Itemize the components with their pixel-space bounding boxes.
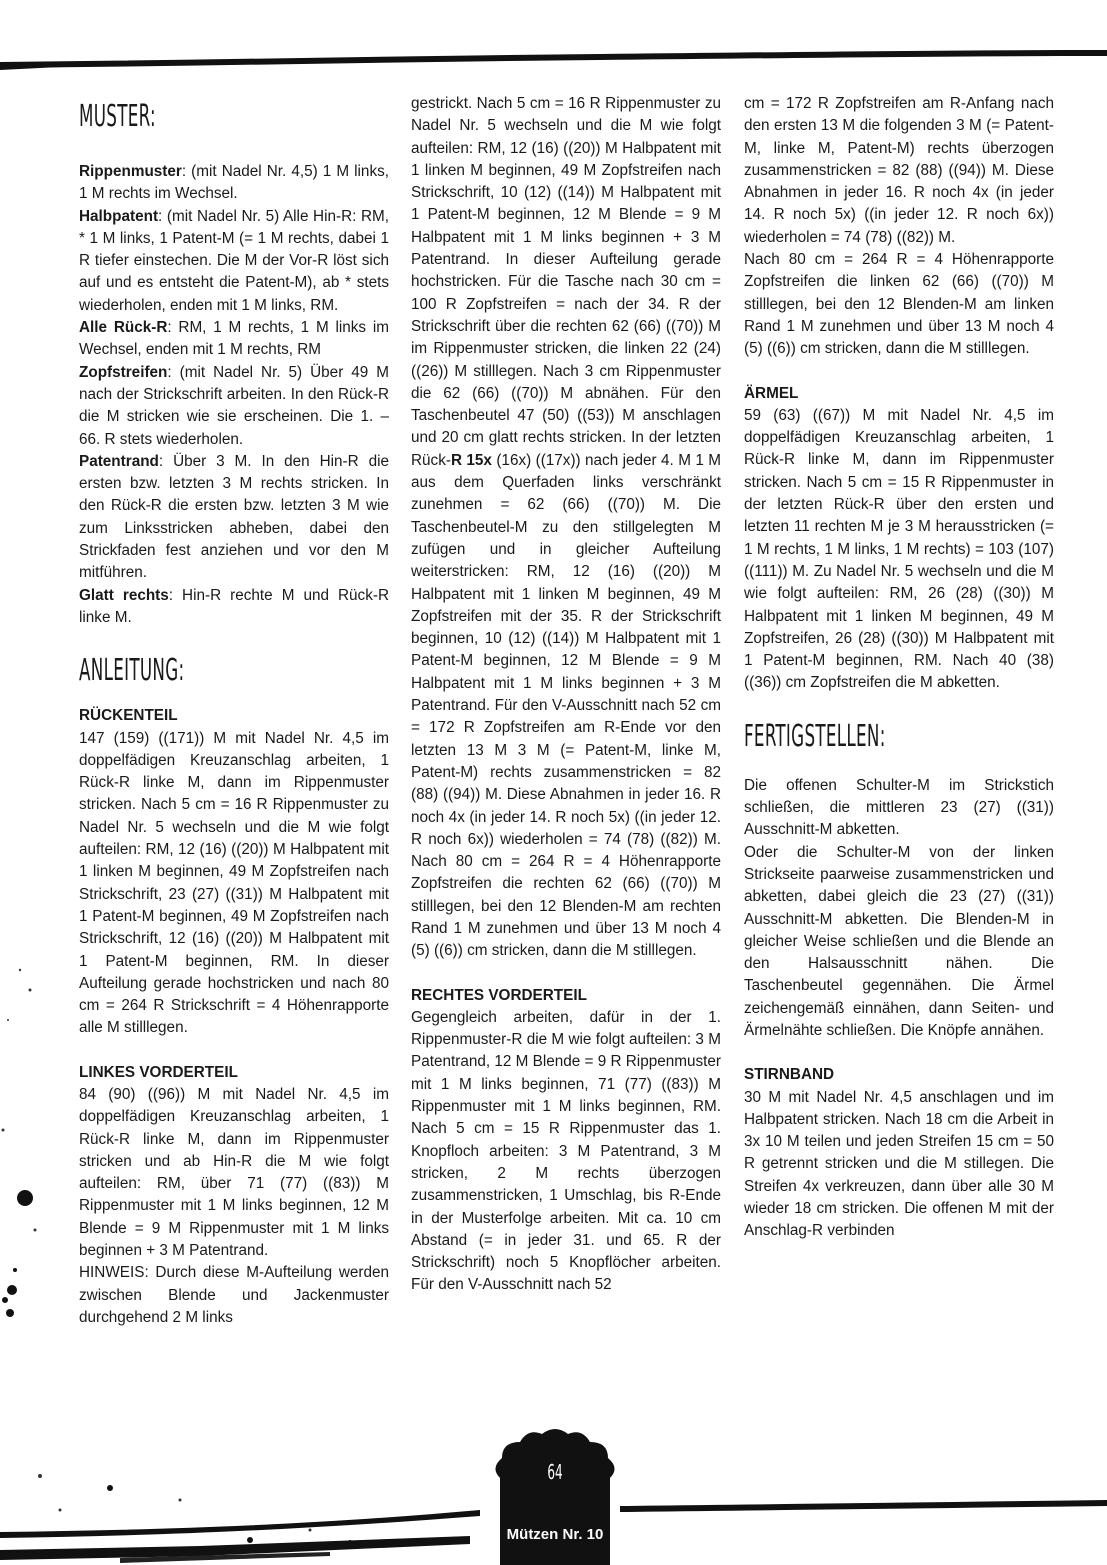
paragraph-rechtes-vorderteil: Gegengleich arbeiten, dafür in der 1. Rippenmuster-R die M wie folgt aufteilen: 3 M Patentrand, 12 M Blende = 9 R Rippenmuster mit 1 M links beginnen, 71 (77) ((83)) M Rippenmuster mit 1 M links beginnen, RM. Nach 5 cm = 15 R Rippenmuster das 1. Knopfloch arbeiten: 3 M Patentrand, 3 M stricken, 2 M rechts überzogen zusammenstricken, 1 Umschlag, bis R-Ende in der Musterfolge arbeiten. Mit ca. 10 cm Abstand (= in jeder 31. und 65. R der Strickschrift) noch 5 Knopflöcher arbeiten. Für den V-Ausschnitt nach 52 bbox=[411, 1008, 721, 1294]
magazine-title: Mützen Nr. 10 bbox=[506, 1526, 604, 1543]
heading-anleitung: ANLEITUNG: bbox=[79, 653, 185, 689]
paragraph-glatt-rechts: Glatt rechts: Hin-R rechte M und Rück-R linke M. bbox=[79, 586, 389, 626]
column-middle bbox=[411, 93, 721, 1297]
paragraph-linkes-vorderteil: 84 (90) ((96)) M mit Nadel Nr. 4,5 im doppelfädigen Kreuzanschlag arbeiten, 1 Rück-R linke M, dann im Rippenmuster stricken und ab Hin-R die M wie folgt aufteilen: RM, über 71 (77) ((83)) M Rippenmuster mit 1 M links beginnen, 12 M Blende = 9 M Rippenmuster mit 1 M links beginnen + 3 M Patentrand. bbox=[79, 1085, 389, 1260]
page-badge bbox=[480, 1428, 630, 1565]
paragraph-alle-rueck-r: Alle Rück-R: RM, 1 M rechts, 1 M links im Wechsel, enden mit 1 M rechts, RM bbox=[79, 319, 389, 359]
section-title-rueckenteil: RÜCKENTEIL bbox=[79, 707, 178, 725]
top-brush-stroke bbox=[0, 40, 1107, 80]
paragraph-linkes-vorderteil-cont: gestrickt. Nach 5 cm = 16 R Rippenmuster zu Nadel Nr. 5 wechseln und die M wie folgt aufteilen: RM, 12 (16) ((20)) M Halbpatent mit 1 linken M beginnen, 49 M Zopfstreifen nach Strickschrift, 10 (12) ((14)) M Halbpatent mit 1 Patent-M beginnen, 12 M Blende = 9 M Halbpatent mit 1 M links beginnen + 3 M Patentrand. In dieser Aufteilung gerade hochstricken. Für die Tasche nach 30 cm = 100 R Zopfstreifen = nach der 34. R der Strickschrift über die rechten 62 (66) ((70)) M im Rippenmuster stricken, die linken 22 (24) ((26)) M stilllegen. Nach 3 cm Rippenmuster die 62 (66) ((70)) M abnähen. Für den Taschenbeutel 47 (50) ((53)) M anschlagen und 20 cm glatt rechts stricken. In der letzten Rück-R 15x (16x) ((17x)) nach jeder 4. M 1 M aus dem Querfaden links verschränkt zunehmen = 62 (66) ((70)) M. Die Taschenbeutel-M zu den stillgelegten M zufügen und in gleicher Aufteilung weiterstricken: RM, 12 (16) ((20)) M Halbpatent mit 1 linken M beginnen, 49 M Zopfstreifen mit der 35. R der Strickschrift beginnen, 10 (12) ((14)) M Halbpatent mit 1 Patent-M beginnen, 12 M Blende = 9 M Halbpatent mit 1 M links beginnen + 3 M Patentrand. Für den V-Ausschnitt nach 52 cm = 172 R Zopfstreifen am R-Ende vor den letzten 13 M 3 M (= Patent-M, linke M, Patent-M) rechts zusammenstricken = 82 (88) ((94)) M. Diese Abnahmen in jeder 16. R noch 4x (in jeder 14. R noch 5x) ((in jeder 12. R noch 6x)) wiederholen = 74 (78) ((82)) M. Nach 80 cm = 264 R = 4 Höhenrapporte Zopfstreifen die rechten 62 (66) ((70)) M stilllegen, bei den 12 Blenden-M am rechten Rand 1 M zunehmen und über 13 M noch 4 (5) ((6)) cm stricken, dann die M stilllegen. bbox=[411, 95, 721, 960]
paragraph-aermel: 59 (63) ((67)) M mit Nadel Nr. 4,5 im doppelfädigen Kreuzanschlag arbeiten, 1 Rück-R linke M, dann im Rippenmuster stricken. Nach 5 cm = 15 R Rippenmuster in der letzten Rück-R über den ersten und letzten 11 rechten M je 3 M herausstricken (= 1 M rechts, 1 M links, 1 M rechts) = 103 (107) ((111)) M. Zu Nadel Nr. 5 wechseln und die M wie folgt aufteilen: RM, 26 (28) ((30)) M Halbpatent mit 1 linken M beginnen, 49 M Zopfstreifen, 26 (28) ((30)) M Halbpatent mit 1 Patent-M beginnen, RM. Nach 40 (38) ((36)) cm Zopfstreifen die M abketten. bbox=[744, 406, 1054, 692]
paragraph-hinweis: HINWEIS: Durch diese M-Aufteilung werden zwischen Blende und Jackenmuster durchgehend 2 M links bbox=[79, 1264, 389, 1326]
paragraph-rueckenteil: 147 (159) ((171)) M mit Nadel Nr. 4,5 im doppelfädigen Kreuzanschlag arbeiten, 1 Rück-R linke M, dann im Rippenmuster stricken. Nach 5 cm = 16 R Rippenmuster zu Nadel Nr. 5 wechseln und die M wie folgt aufteilen: RM, 12 (16) ((20)) M Halbpatent mit 1 linken M beginnen, 49 M Zopfstreifen nach Strickschrift, 23 (27) ((31)) M Halbpatent mit 1 Patent-M beginnen, 49 M Zopfstreifen nach Strickschrift, 12 (16) ((20)) M Halbpatent mit 1 Patent-M beginnen, RM. In dieser Aufteilung gerade hochstricken und nach 80 cm = 264 R Strickschrift = 4 Höhenrapporte alle M stilllegen. bbox=[79, 729, 389, 1037]
paragraph-halbpatent: Halbpatent: (mit Nadel Nr. 5) Alle Hin-R: RM, * 1 M links, 1 Patent-M (= 1 M rechts, dabei 1 R tiefer einstechen. Die M der Vor-R löst sich auf und es entsteht die Patent-M), ab * stets wiederholen, enden mit 1 M links, RM. bbox=[79, 207, 389, 314]
section-title-stirnband: STIRNBAND bbox=[744, 1066, 835, 1084]
paragraph-fertigstellen-1: Die offenen Schulter-M im Strickstich schließen, die mittleren 23 (27) ((31)) Ausschnitt-M abketten. bbox=[744, 776, 1054, 839]
section-title-rechtes-vorderteil: RECHTES VORDERTEIL bbox=[411, 986, 587, 1004]
heading-muster: MUSTER: bbox=[79, 99, 156, 134]
ink-splatter-left bbox=[0, 930, 40, 1330]
heading-fertigstellen: FERTIGSTELLEN: bbox=[744, 718, 886, 754]
column-left bbox=[79, 93, 389, 1329]
page-number: 64 bbox=[547, 1460, 563, 1484]
paragraph-rechtes-vorderteil-cont: cm = 172 R Zopfstreifen am R-Anfang nach den ersten 13 M die folgenden 3 M (= Patent-M, linke M, Patent-M) rechts überzogen zusammenstricken = 82 (88) ((94)) M. Diese Abnahmen in jeder 16. R noch 4x (in jeder 14. R noch 5x) ((in jeder 12. R noch 6x)) wiederholen = 74 (78) ((82)) M. bbox=[744, 95, 1054, 246]
section-title-linkes-vorderteil: LINKES VORDERTEIL bbox=[79, 1063, 238, 1081]
section-title-aermel: ÄRMEL bbox=[744, 384, 799, 402]
column-right bbox=[744, 93, 1054, 1243]
paragraph-stirnband: 30 M mit Nadel Nr. 4,5 anschlagen und im Halbpatent stricken. Nach 18 cm die Arbeit in 3x 10 M teilen und jeden Streifen 15 cm = 50 R getrennt stricken und die M stillegen. Die Streifen 4x verkreuzen, dann über alle 30 M wieder 18 cm stricken. Die offenen M mit der Anschlag-R verbinden bbox=[744, 1088, 1054, 1240]
paragraph-fertigstellen-2: Oder die Schulter-M von der linken Strickseite paarweise zusammenstricken und abketten, dabei gleich die 23 (27) ((31)) Ausschnitt-M abketten. Die Blenden-M in gleicher Weise schließen und die Blende an den Halsausschnitt nähen. Die Taschenbeutel gegennähen. Die Ärmel zeichengemäß einnähen, dann Seiten- und Ärmelnähte schließen. Die Knöpfe annähen. bbox=[744, 843, 1054, 1039]
paragraph-patentrand: Patentrand: Über 3 M. In den Hin-R die ersten bzw. letzten 3 M rechts stricken. In den Rück-R die ersten bzw. letzten 3 M wie zum Linksstricken abheben, dabei den Strickfaden fest anziehen und vor den M mitführen. bbox=[79, 452, 389, 582]
paragraph-rippenmuster: Rippenmuster: (mit Nadel Nr. 4,5) 1 M links, 1 M rechts im Wechsel. bbox=[79, 163, 389, 203]
paragraph-rechtes-vorderteil-cont2: Nach 80 cm = 264 R = 4 Höhenrapporte Zopfstreifen die linken 62 (66) ((70)) M stilllegen, bei den 12 Blenden-M am linken Rand 1 M zunehmen und über 13 M noch 4 (5) ((6)) cm stricken, dann die M stilllegen. bbox=[744, 251, 1054, 358]
paragraph-zopfstreifen: Zopfstreifen: (mit Nadel Nr. 5) Über 49 M nach der Strickschrift arbeiten. In den Rück-R die M stricken wie sie erscheinen. Die 1. – 66. R stets wiederholen. bbox=[79, 363, 389, 448]
